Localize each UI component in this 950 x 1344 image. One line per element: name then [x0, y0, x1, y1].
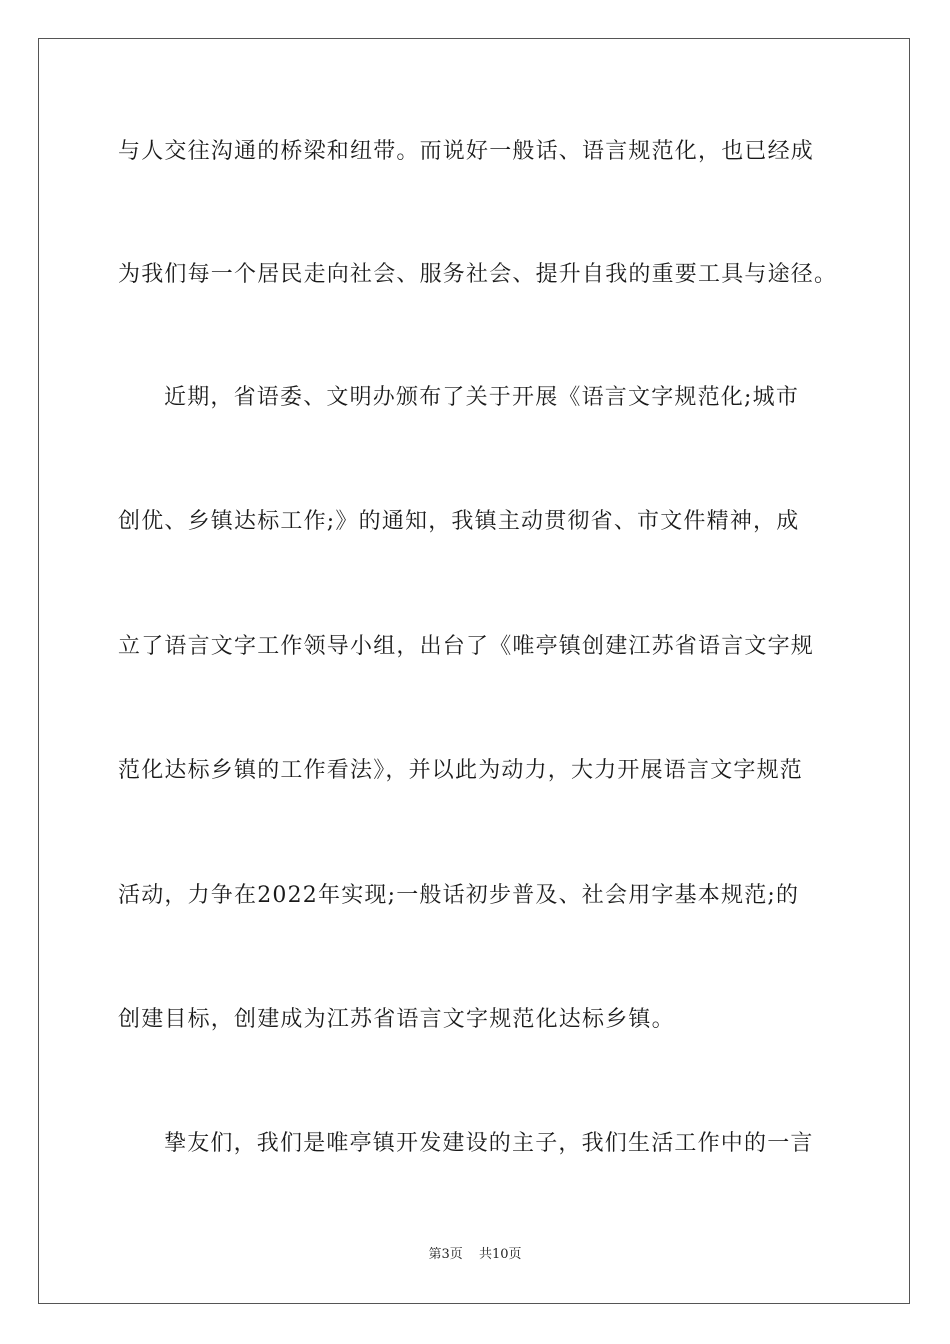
body-line-7: 活动，力争在2022年实现;一般话初步普及、社会用字基本规范;的	[118, 883, 800, 908]
page-footer	[0, 1246, 950, 1264]
body-line-8: 创建目标，创建成为江苏省语言文字规范化达标乡镇。	[118, 1007, 675, 1032]
body-line-1: 与人交往沟通的桥梁和纽带。而说好一般话、语言规范化，也已经成	[118, 139, 815, 164]
body-line-6: 范化达标乡镇的工作看法》，并以此为动力，大力开展语言文字规范	[118, 758, 804, 783]
total-pages: 共10页	[478, 1247, 522, 1262]
body-line-3: 近期，省语委、文明办颁布了关于开展《语言文字规范化;城市	[164, 385, 800, 410]
page-border	[38, 38, 910, 1304]
body-line-2: 为我们每一个居民走向社会、服务社会、提升自我的重要工具与途径。	[118, 262, 838, 287]
body-line-4: 创优、乡镇达标工作;》的通知，我镇主动贯彻省、市文件精神，成	[118, 509, 800, 534]
body-line-9: 挚友们，我们是唯亭镇开发建设的主子，我们生活工作中的一言	[164, 1131, 814, 1156]
page-number: 第3页	[428, 1247, 463, 1262]
body-line-5: 立了语言文字工作领导小组，出台了《唯亭镇创建江苏省语言文字规	[118, 634, 815, 659]
